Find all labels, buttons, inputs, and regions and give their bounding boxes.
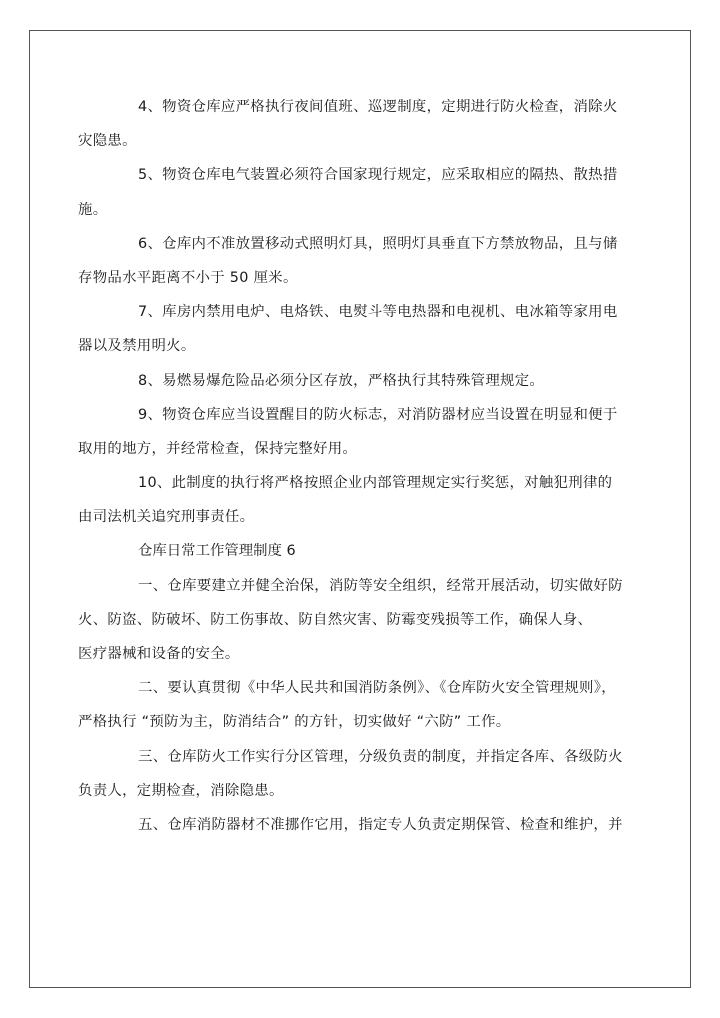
text-line: 火、防盗、防破坏、防工伤事故、防自然灾害、防霉变残损等工作，确保人身、 <box>78 611 593 628</box>
section-paragraph-2 <box>78 671 628 739</box>
section-paragraph-5 <box>108 808 628 842</box>
text-line: 6、仓库内不准放置移动式照明灯具，照明灯具垂直下方禁放物品，且与储 <box>138 235 618 252</box>
text-line: 由司法机关追究刑事责任。 <box>78 509 255 526</box>
text-line: 9、物资仓库应当设置醒目的防火标志，对消防器材应当设置在明显和便于 <box>138 406 618 423</box>
text-line: 10、此制度的执行将严格按照企业内部管理规定实行奖惩，对触犯刑律的 <box>138 475 613 492</box>
text-line: 五、仓库消防器材不准挪作它用，指定专人负责定期保管、检查和维护，并 <box>138 816 623 833</box>
paragraph-item-8 <box>108 364 628 398</box>
text-line: 负责人，定期检查，消除隐患。 <box>78 782 284 799</box>
text-line: 三、仓库防火工作实行分区管理，分级负责的制度，并指定各库、各级防火 <box>138 748 623 765</box>
paragraph-item-10 <box>78 466 628 534</box>
text-line: 7、库房内禁用电炉、电烙铁、电熨斗等电热器和电视机、电冰箱等家用电 <box>138 304 618 321</box>
text-line: 严格执行 “预防为主，防消结合” 的方针，切实做好 “六防” 工作。 <box>78 714 511 731</box>
document-body <box>78 90 628 842</box>
text-line: 灾隐患。 <box>78 133 137 150</box>
text-line: 一、仓库要建立并健全治保，消防等安全组织，经常开展活动，切实做好防 <box>138 577 623 594</box>
text-line: 医疗器械和设备的安全。 <box>78 646 240 663</box>
section-paragraph-1 <box>78 569 628 672</box>
text-line: 器以及禁用明火。 <box>78 338 196 355</box>
paragraph-item-4 <box>78 90 628 158</box>
paragraph-item-6 <box>78 227 628 295</box>
section-heading: 仓库日常工作管理制度 6 <box>138 543 296 560</box>
paragraph-item-5 <box>78 158 628 226</box>
paragraph-item-7 <box>78 295 628 363</box>
text-line: 取用的地方，并经常检查，保持完整好用。 <box>78 440 358 457</box>
text-line: 二、要认真贯彻《中华人民共和国消防条例》、《仓库防火安全管理规则》， <box>138 680 616 697</box>
text-line: 8、易燃易爆危险品必须分区存放，严格执行其特殊管理规定。 <box>138 372 545 389</box>
text-line: 5、物资仓库电气装置必须符合国家现行规定，应采取相应的隔热、散热措 <box>138 167 618 184</box>
paragraph-item-9 <box>78 398 628 466</box>
text-line: 施。 <box>78 201 108 218</box>
text-line: 4、物资仓库应严格执行夜间值班、巡逻制度，定期进行防火检查，消除火 <box>138 99 618 115</box>
text-line: 存物品水平距离不小于 50 厘米。 <box>78 269 298 286</box>
section-paragraph-3 <box>78 740 628 808</box>
